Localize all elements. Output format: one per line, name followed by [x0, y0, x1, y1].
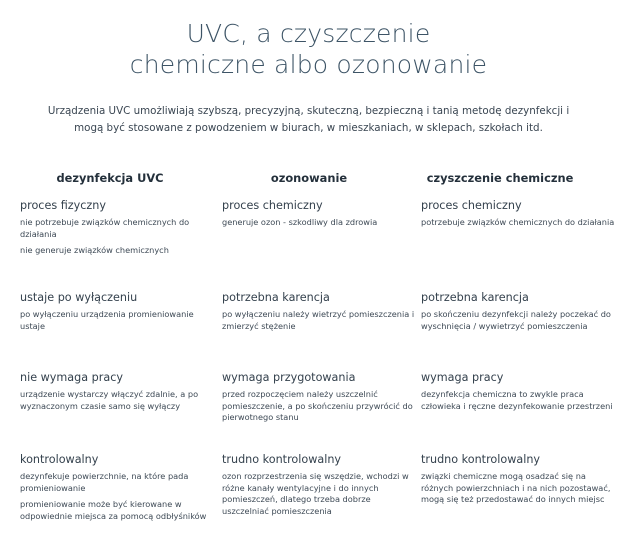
column-heading-uvc: dezynfekcja UVC — [56, 171, 164, 185]
card-title: trudno kontrolowalny — [421, 453, 541, 466]
page-title-line-2: chemiczne albo ozonowanie — [129, 50, 488, 79]
card-title: ustaje po wyłączeniu — [20, 291, 138, 304]
card-title: proces fizyczny — [20, 199, 106, 212]
column-heading-ozone: ozonowanie — [270, 171, 348, 185]
card-item: dezynfekuje powierzchnie, na które pada promieniowanie — [20, 471, 189, 493]
card-item: potrzebuje związków chemicznych do działania — [421, 217, 615, 227]
card-item: ozon rozprzestrzenia się wszędzie, wchodzi w różne kanały wentylacyjne i do innych pomieszczeń, dlatego trzeba dobrze uszczelniać pomieszczenia — [222, 471, 409, 516]
intro-text-line-2: mogą być stosowane z powodzeniem w biurach, w mieszkaniach, w sklepach, szkołach itd. — [74, 122, 543, 134]
card-title: potrzebna karencja — [222, 291, 330, 304]
comparison-card — [421, 290, 617, 337]
card-title: proces chemiczny — [421, 199, 522, 212]
card-item: po wyłączeniu należy wietrzyć pomieszczenia i zmierzyć stężenie — [222, 309, 415, 331]
card-item: nie generuje związków chemicznych — [20, 245, 169, 255]
card-item: po wyłączeniu urządzenia promieniowanie ustaje — [20, 309, 194, 331]
card-item: nie potrzebuje związków chemicznych do działania — [20, 217, 190, 239]
card-item: dezynfekcja chemiczna to zwykle praca człowieka i ręczne dezynfekowanie przestrzeni — [421, 389, 613, 411]
comparison-card — [20, 198, 216, 262]
comparison-card — [421, 452, 617, 511]
card-item: związki chemiczne mogą osadzać się na różnych powierzchniach i na nich pozostawać, mogą się też przedostawać do innych miejsc — [421, 471, 611, 504]
card-title: nie wymaga pracy — [20, 371, 124, 384]
card-title: wymaga pracy — [421, 371, 504, 384]
card-item: przed rozpoczęciem należy uszczelnić pomieszczenie, a po skończeniu przywrócić do pierwotnego stanu — [222, 389, 413, 422]
card-title: trudno kontrolowalny — [222, 453, 342, 466]
card-title: kontrolowalny — [20, 453, 99, 466]
page-title-line-1: UVC, a czyszczenie — [186, 19, 431, 48]
card-item: promieniowanie może być kierowane w odpowiednie miejsca za pomocą odbłyśników — [20, 499, 207, 521]
comparison-card — [421, 198, 617, 234]
comparison-card — [222, 198, 418, 234]
card-item: po skończeniu dezynfekcji należy poczekać do wyschnięcia / wywietrzyć pomieszczenia — [421, 309, 611, 331]
card-item: generuje ozon - szkodliwy dla zdrowia — [222, 217, 378, 227]
intro-text-line-1: Urządzenia UVC umożliwiają szybszą, precyzyjną, skuteczną, bezpieczną i tanią metodę dezynfekcji i — [47, 105, 570, 117]
card-title: proces chemiczny — [222, 199, 323, 212]
column-heading-chemical: czyszczenie chemiczne — [426, 171, 574, 185]
comparison-card — [20, 290, 216, 337]
card-title: wymaga przygotowania — [222, 371, 356, 384]
comparison-card — [222, 370, 418, 429]
comparison-card — [421, 370, 617, 417]
comparison-card — [20, 370, 216, 417]
comparison-card — [222, 452, 418, 522]
card-title: potrzebna karencja — [421, 291, 529, 304]
card-item: urządzenie wystarczy włączyć zdalnie, a po wyznaczonym czasie samo się wyłączy — [20, 389, 199, 411]
comparison-card — [222, 290, 418, 337]
comparison-card — [20, 452, 216, 527]
